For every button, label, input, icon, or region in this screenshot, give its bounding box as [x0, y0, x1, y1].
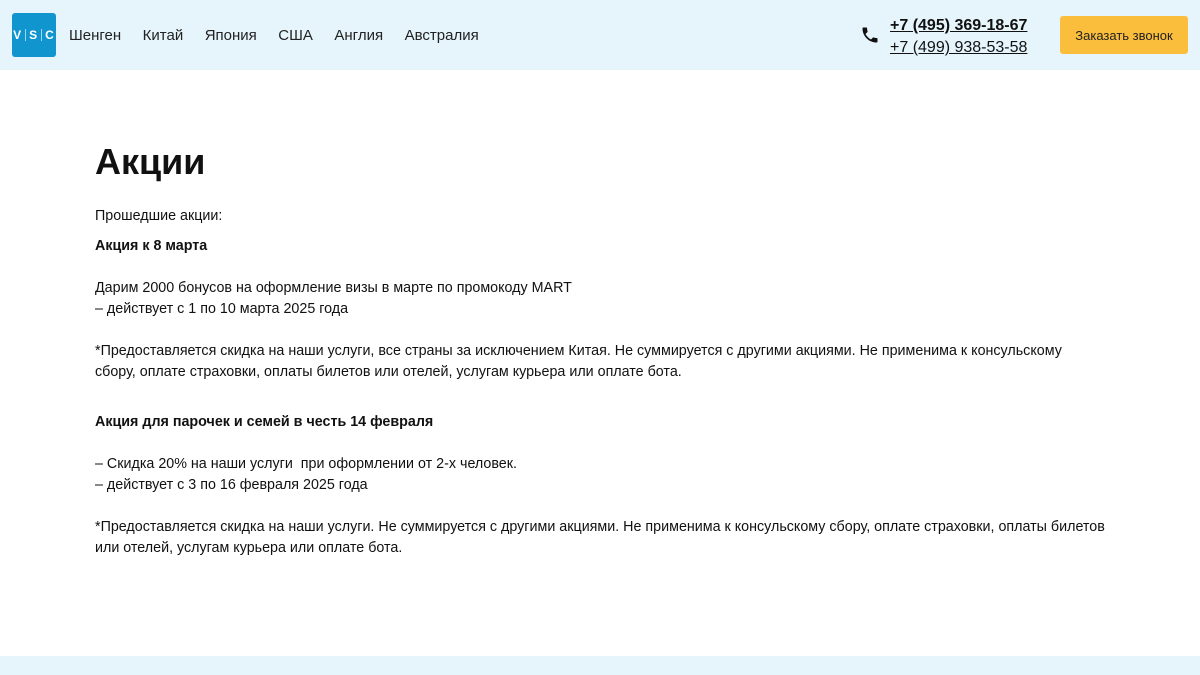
site-header	[0, 0, 1200, 70]
content	[95, 140, 1105, 559]
nav-england[interactable]: Англия	[334, 27, 384, 44]
phone-link-1[interactable]: +7 (495) 369-18-67	[890, 17, 1028, 34]
nav-china[interactable]: Китай	[142, 27, 184, 44]
nav-japan[interactable]: Япония	[204, 27, 257, 44]
logo-letter: C	[45, 28, 55, 42]
promo-text: – Скидка 20% на наши услуги при оформлении от 2-х человек.	[95, 456, 517, 472]
phone-icon	[860, 25, 880, 45]
page-title: Акции	[95, 141, 206, 182]
promo-dates: – действует с 3 по 16 февраля 2025 года	[95, 477, 368, 493]
promo-title: Акция для парочек и семей в честь 14 февраля	[95, 414, 434, 430]
logo-letter: V	[13, 28, 23, 42]
phone-list	[890, 15, 1027, 59]
logo[interactable]	[12, 13, 56, 57]
promo-note: *Предоставляется скидка на наши услуги. Не суммируется с другими акциями. Не применима к консульскому сбору, оплате страховки, оплаты билетов или отелей, услугам курьера или оплате бота.	[95, 519, 1105, 556]
order-call-button[interactable]: Заказать звонок	[1060, 16, 1188, 54]
phone-link-2[interactable]: +7 (499) 938-53-58	[890, 39, 1028, 56]
nav-schengen[interactable]: Шенген	[69, 27, 122, 44]
nav-usa[interactable]: США	[278, 27, 313, 44]
nav-australia[interactable]: Австралия	[404, 27, 479, 44]
promo-dates: – действует с 1 по 10 марта 2025 года	[95, 301, 349, 317]
logo-letter: S	[29, 28, 39, 42]
footer	[0, 656, 1200, 675]
promo-title: Акция к 8 марта	[95, 238, 208, 254]
promo-note: *Предоставляется скидка на наши услуги, все страны за исключением Китая. Не суммируется с другими акциями. Не применима к консульскому сбору, оплате страховки, оплаты билетов или отелей, услугам курьера или оплате бота.	[95, 343, 1062, 380]
promo-text: Дарим 2000 бонусов на оформление визы в марте по промокоду MART	[95, 280, 572, 296]
main-nav	[69, 27, 500, 44]
intro-text: Прошедшие акции:	[95, 208, 223, 224]
